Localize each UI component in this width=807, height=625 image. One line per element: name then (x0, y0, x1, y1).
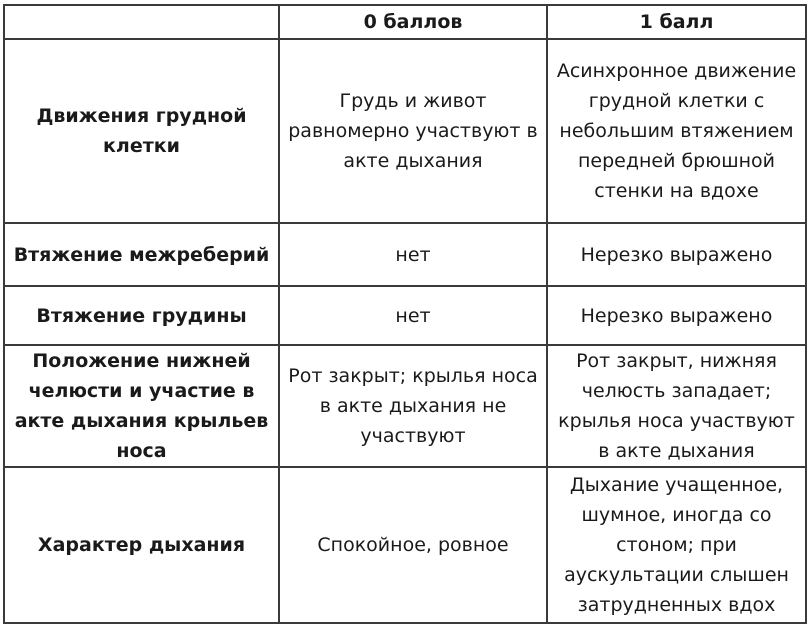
header-score-1: 1 балл (547, 5, 806, 39)
criterion-cell: Положение нижней челюсти и участие в акте дыхания крыльев носа (4, 345, 279, 467)
scoring-table (3, 4, 807, 624)
score-0-cell: Спокойное, ровное (279, 467, 547, 623)
table-row (4, 286, 806, 345)
header-score-0: 0 баллов (279, 5, 547, 39)
table-row (4, 223, 806, 286)
header-row (4, 5, 806, 39)
score-1-cell: Нерезко выражено (547, 223, 806, 286)
score-0-cell: Грудь и живот равномерно участвуют в акте дыхания (279, 39, 547, 223)
score-0-cell: нет (279, 223, 547, 286)
table-row (4, 345, 806, 467)
criterion-cell: Движения грудной клетки (4, 39, 279, 223)
criterion-cell: Втяжение межреберий (4, 223, 279, 286)
header-empty-cell (4, 5, 279, 39)
table-row (4, 39, 806, 223)
score-0-cell: Рот закрыт; крылья носа в акте дыхания не участвуют (279, 345, 547, 467)
score-1-cell: Нерезко выражено (547, 286, 806, 345)
score-1-cell: Асинхронное движение грудной клетки с небольшим втяжением передней брюшной стенки на вдохе (547, 39, 806, 223)
score-0-cell: нет (279, 286, 547, 345)
score-1-cell: Рот закрыт, нижняя челюсть западает; крылья носа участвуют в акте дыхания (547, 345, 806, 467)
criterion-cell: Характер дыхания (4, 467, 279, 623)
criterion-cell: Втяжение грудины (4, 286, 279, 345)
table-row (4, 467, 806, 623)
score-1-cell: Дыхание учащенное, шумное, иногда со стоном; при аускультации слышен затрудненных вдох (547, 467, 806, 623)
